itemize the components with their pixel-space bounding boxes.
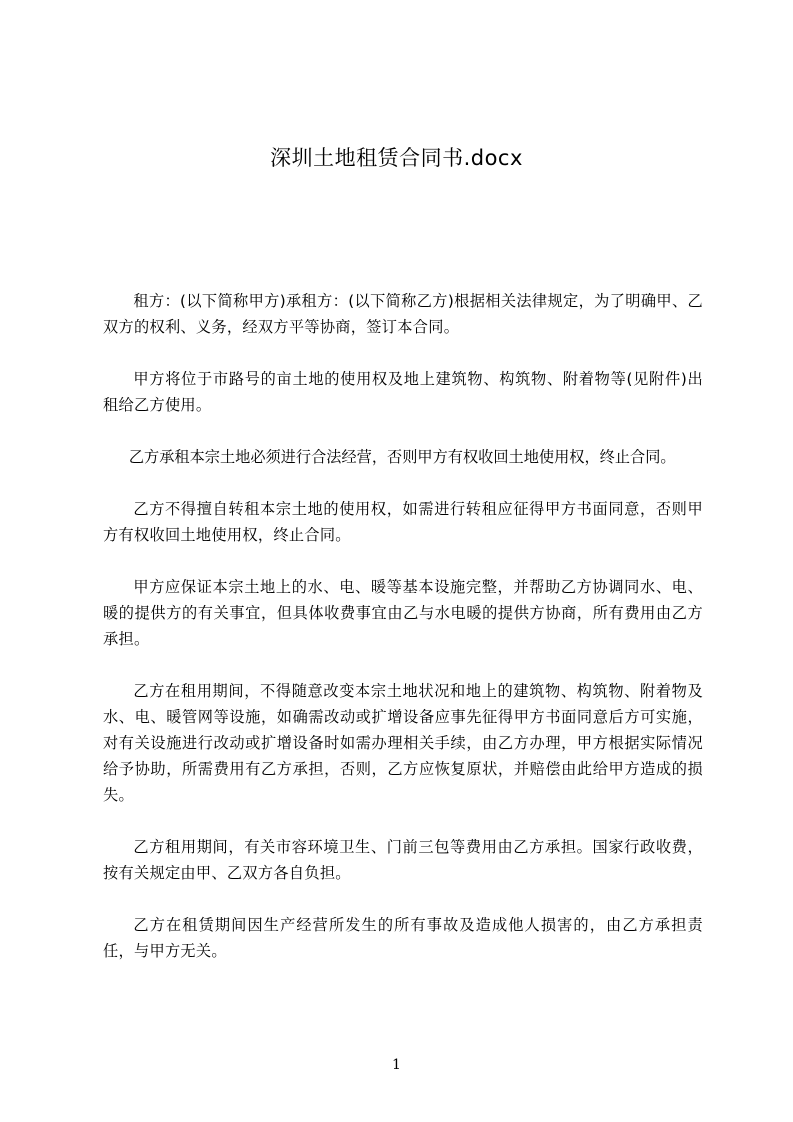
paragraph-legal-operation: 乙方承租本宗土地必须进行合法经营，否则甲方有权收回土地使用权，终止合同。 bbox=[128, 448, 676, 466]
paragraph-utilities: 甲方应保证本宗土地上的水、电、暖等基本设施完整，并帮助乙方协调同水、电、暖的提供方的有关事宜，但具体收费事宜由乙与水电暖的提供方协商，所有费用由乙方承担。 bbox=[103, 578, 703, 648]
document-title: 深圳土地租赁合同书.docx bbox=[270, 146, 523, 170]
paragraph-parties: 租方：(以下简称甲方)承租方：(以下简称乙方)根据相关法律规定，为了明确甲、乙双方的权利、义务，经双方平等协商，签订本合同。 bbox=[103, 292, 703, 336]
document-body bbox=[103, 288, 703, 990]
paragraph-sublease: 乙方不得擅自转租本宗土地的使用权，如需进行转租应征得甲方书面同意，否则甲方有权收回土地使用权，终止合同。 bbox=[103, 500, 703, 544]
paragraph-modifications: 乙方在租用期间，不得随意改变本宗土地状况和地上的建筑物、构筑物、附着物及水、电、暖管网等设施，如确需改动或扩增设备应事先征得甲方书面同意后方可实施，对有关设施进行改动或扩增设备时如需办理相关手续，由乙方办理，甲方根据实际情况给予协助，所需费用有乙方承担，否则，乙方应恢复原状，并赔偿由此给甲方造成的损失。 bbox=[103, 682, 703, 804]
paragraph-fees: 乙方租用期间，有关市容环境卫生、门前三包等费用由乙方承担。国家行政收费，按有关规定由甲、乙双方各自负担。 bbox=[103, 838, 703, 882]
paragraph-lease-object: 甲方将位于市路号的亩土地的使用权及地上建筑物、构筑物、附着物等(见附件)出租给乙方使用。 bbox=[103, 370, 703, 414]
paragraph-liability: 乙方在租赁期间因生产经营所发生的所有事故及造成他人损害的，由乙方承担责任，与甲方无关。 bbox=[103, 916, 703, 960]
page-number: 1 bbox=[392, 1057, 401, 1073]
